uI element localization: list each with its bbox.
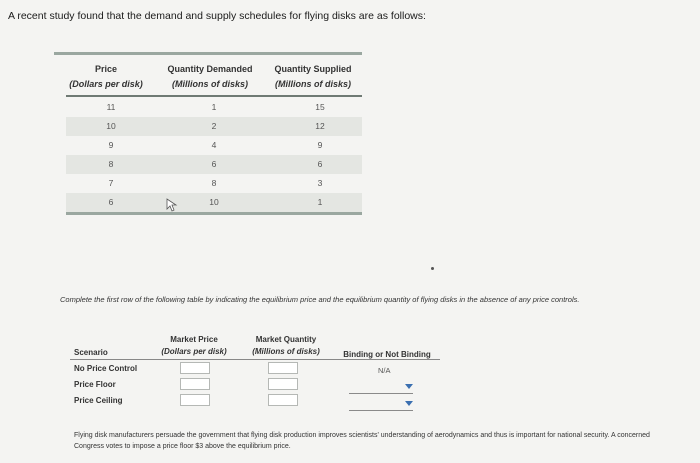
binding-header: Binding or Not Binding xyxy=(343,350,431,359)
table-row: 6 10 1 xyxy=(66,193,362,212)
no-control-quantity-input[interactable] xyxy=(268,362,298,374)
table-row: 8 6 6 xyxy=(66,155,362,174)
row-label-price-ceiling: Price Ceiling xyxy=(74,396,123,405)
row-label-price-floor: Price Floor xyxy=(74,380,116,389)
mouse-cursor-icon xyxy=(166,198,178,212)
dropdown-arrow-icon xyxy=(405,401,413,406)
quantity-demanded-header: Quantity Demanded (Millions of disks) xyxy=(167,64,253,89)
table-row: 9 4 9 xyxy=(108,140,323,150)
table-top-rule xyxy=(54,52,362,55)
no-control-price-input[interactable] xyxy=(180,362,210,374)
table-row: 7 8 3 xyxy=(108,178,323,188)
market-quantity-header: Market Quantity (Millions of disks) xyxy=(252,335,320,356)
ceiling-binding-dropdown[interactable] xyxy=(349,398,413,411)
schedule-table xyxy=(54,52,362,222)
market-price-header: Market Price (Dollars per disk) xyxy=(161,335,227,356)
price-header: Price (Dollars per disk) xyxy=(69,64,143,89)
floor-binding-dropdown[interactable] xyxy=(349,381,413,394)
table-row: 10 2 12 xyxy=(66,117,362,136)
table-bottom-rule xyxy=(66,212,362,215)
row-label-no-price-control: No Price Control xyxy=(74,364,138,373)
intro-text: A recent study found that the demand and supply schedules for flying disks are as follows: xyxy=(8,10,426,22)
floor-price-input[interactable] xyxy=(180,378,210,390)
scenario-header: Scenario xyxy=(74,348,108,357)
quantity-supplied-header: Quantity Supplied (Millions of disks) xyxy=(274,64,352,89)
instruction-text: Complete the first row of the following table by indicating the equilibrium price and the equilibrium quantity of flying disks in the absence of any price controls. xyxy=(60,295,580,304)
stray-dot xyxy=(431,267,434,270)
scenario-paragraph: Flying disk manufacturers persuade the government that flying disk production improves scientists' understanding of aerodynamics and thus is important for national security. A concerned Congress votes to impose a price floor $3 above the equilibrium price. xyxy=(74,432,650,450)
no-control-binding-value: N/A xyxy=(378,366,391,375)
header-rule xyxy=(66,95,362,97)
controls-header-rule xyxy=(70,359,440,360)
floor-quantity-input[interactable] xyxy=(268,378,298,390)
dropdown-arrow-icon xyxy=(405,384,413,389)
table-row: 11 1 15 xyxy=(106,102,325,112)
ceiling-price-input[interactable] xyxy=(180,394,210,406)
ceiling-quantity-input[interactable] xyxy=(268,394,298,406)
